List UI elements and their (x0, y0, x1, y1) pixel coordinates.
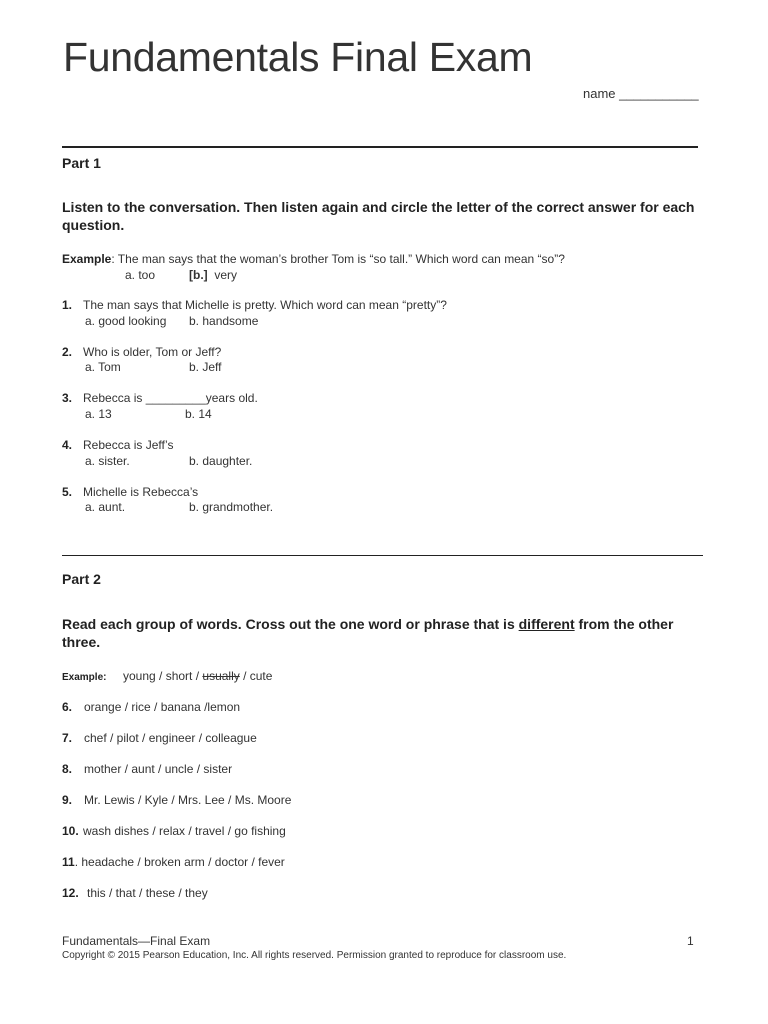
item-number: 9. (62, 793, 73, 807)
divider-top (62, 146, 698, 148)
question-4-option-a: a. sister. (85, 454, 130, 468)
example-answer-text: very (214, 268, 237, 282)
page-number: 1 (687, 934, 694, 948)
part1-title: Part 1 (62, 155, 101, 171)
question-4-option-b: b. daughter. (189, 454, 253, 468)
question-number: 3. (62, 391, 73, 405)
copyright-notice: Copyright © 2015 Pearson Education, Inc. All rights reserved. Permission granted to reproduce for classroom use. (62, 950, 567, 961)
part2-instructions-pre: Read each group of words. Cross out the one word or phrase that is (62, 616, 519, 632)
question-2-option-b: b. Jeff (189, 360, 222, 374)
question-5 (62, 485, 198, 499)
item-10 (62, 824, 286, 838)
example-option-a: a. too (125, 268, 156, 282)
divider-middle (62, 555, 703, 556)
item-text: orange / rice / banana /lemon (84, 700, 241, 714)
question-1 (62, 298, 447, 312)
page-title: Fundamentals Final Exam (63, 34, 533, 80)
item-text: mother / aunt / uncle / sister (84, 762, 233, 776)
question-3 (62, 391, 258, 405)
question-number: 4. (62, 438, 73, 452)
item-7 (62, 731, 257, 745)
item-12 (62, 886, 208, 900)
item-number: 11 (62, 855, 75, 869)
part1-example (62, 252, 565, 266)
item-number: 7. (62, 731, 73, 745)
question-number: 5. (62, 485, 73, 499)
example-after: / cute (239, 669, 273, 683)
item-number: 6. (62, 700, 73, 714)
item-11 (62, 855, 285, 869)
item-text: this / that / these / they (87, 886, 208, 900)
item-number: 8. (62, 762, 73, 776)
item-number: 10. (62, 824, 79, 838)
question-2-option-a: a. Tom (85, 360, 121, 374)
item-9 (62, 793, 291, 807)
question-2 (62, 345, 221, 359)
question-text: Rebecca is Jeff’s (83, 438, 174, 452)
example-label: Example (62, 252, 112, 266)
example-option-b (189, 268, 237, 282)
question-text: Michelle is Rebecca’s (83, 485, 199, 499)
part1-instructions: Listen to the conversation. Then listen again and circle the letter of the correct answer for each question. (62, 199, 695, 233)
footer-title: Fundamentals—Final Exam (62, 934, 211, 948)
item-6 (62, 700, 240, 714)
item-text: Mr. Lewis / Kyle / Mrs. Lee / Ms. Moore (84, 793, 292, 807)
example-label: Example: (62, 672, 107, 683)
example-answer-marker: [b.] (189, 268, 208, 282)
name-field-label: name ___________ (583, 86, 699, 101)
question-3-option-a: a. 13 (85, 407, 112, 421)
question-number: 2. (62, 345, 73, 359)
example-crossed-word: usually (202, 669, 240, 683)
part2-instructions-post: from the other three. (62, 616, 674, 650)
example-before: young / short / (123, 669, 203, 683)
item-text: chef / pilot / engineer / colleague (84, 731, 257, 745)
item-text: wash dishes / relax / travel / go fishing (83, 824, 286, 838)
question-3-option-b: b. 14 (185, 407, 212, 421)
part2-example (62, 669, 272, 683)
question-text: The man says that Michelle is pretty. Which word can mean “pretty”? (83, 298, 447, 312)
item-text: . headache / broken arm / doctor / fever (74, 855, 285, 869)
question-4 (62, 438, 174, 452)
question-1-option-b: b. handsome (189, 314, 259, 328)
question-text: Who is older, Tom or Jeff? (83, 345, 222, 359)
question-number: 1. (62, 298, 73, 312)
question-5-option-b: b. grandmother. (189, 500, 274, 514)
question-5-option-a: a. aunt. (85, 500, 126, 514)
part2-instructions-emphasis: different (518, 616, 575, 632)
example-text: : The man says that the woman’s brother Tom is “so tall.” Which word can mean “so”? (111, 252, 565, 266)
item-number: 12. (62, 886, 79, 900)
question-text: Rebecca is _________years old. (83, 391, 258, 405)
item-8 (62, 762, 232, 776)
question-1-option-a: a. good looking (85, 314, 167, 328)
part2-title: Part 2 (62, 571, 101, 587)
part2-instructions (62, 615, 712, 651)
